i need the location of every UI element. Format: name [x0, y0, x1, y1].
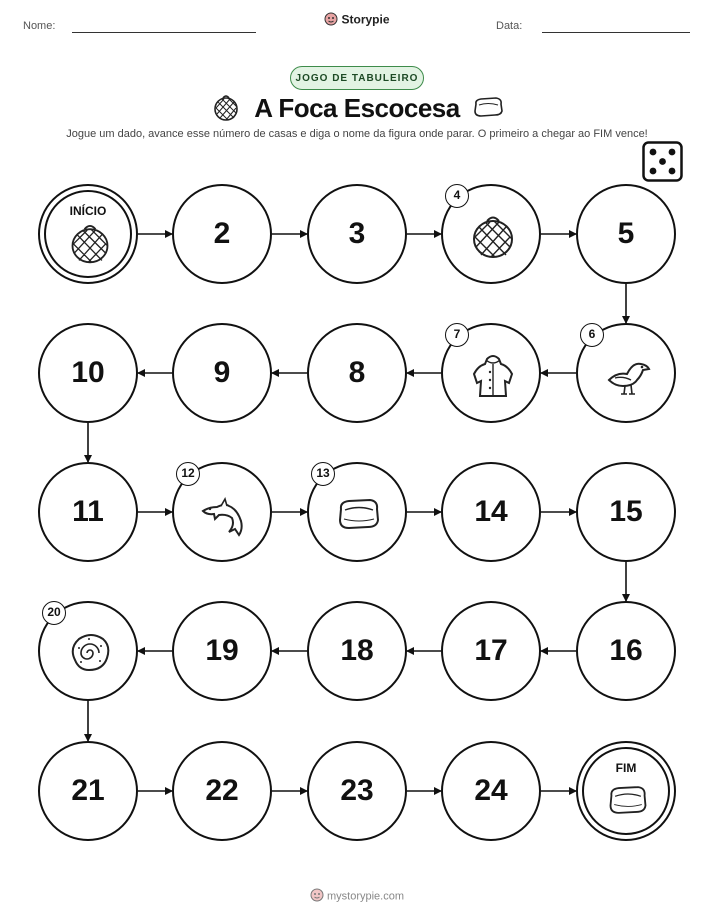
board-space[interactable]	[441, 184, 541, 284]
haggis-icon	[67, 220, 113, 266]
space-number-badge: 13	[311, 462, 335, 486]
space-number: 5	[617, 217, 635, 250]
space-number: 17	[474, 634, 508, 667]
date-line[interactable]	[542, 32, 690, 33]
shell-icon	[65, 628, 115, 678]
space-number: 15	[609, 495, 643, 528]
space-number-badge: 20	[42, 601, 66, 625]
board-space[interactable]	[307, 462, 407, 562]
board-space[interactable]	[172, 323, 272, 423]
board-space[interactable]	[307, 184, 407, 284]
space-number: 18	[340, 634, 374, 667]
space-number-badge: 6	[580, 323, 604, 347]
space-number-badge: 4	[445, 184, 469, 208]
footer-site[interactable]: mystorypie.com	[326, 890, 405, 903]
board-space[interactable]	[172, 462, 272, 562]
seagull-icon	[603, 350, 653, 400]
space-number: 2	[213, 217, 231, 250]
space-number-badge: 7	[445, 323, 469, 347]
space-number: 16	[609, 634, 643, 667]
storypie-logo-icon	[324, 12, 338, 29]
haggis-icon	[468, 211, 518, 261]
space-number-badge: 12	[176, 462, 200, 486]
board-space[interactable]	[576, 601, 676, 701]
board-space[interactable]	[441, 741, 541, 841]
shortbread-icon	[334, 489, 384, 539]
board-space[interactable]	[38, 323, 138, 423]
instructions: Jogue um dado, avance esse número de casas e diga o nome da figura onde parar. O primeiro a chegar ao FIM vence!	[66, 128, 648, 140]
board-space[interactable]	[576, 462, 676, 562]
board-space[interactable]	[576, 323, 676, 423]
storypie-logo-icon	[310, 888, 324, 905]
board-space[interactable]	[307, 601, 407, 701]
board-space[interactable]	[172, 184, 272, 284]
board-space[interactable]	[38, 601, 138, 701]
brand	[0, 12, 714, 29]
space-number: 14	[474, 495, 508, 528]
start-space[interactable]	[38, 184, 138, 284]
name-label: Nome:	[23, 20, 56, 32]
dolphin-icon	[199, 489, 249, 539]
raincoat-icon	[468, 350, 518, 400]
board-space[interactable]	[441, 601, 541, 701]
date-label: Data:	[496, 20, 523, 32]
dice-icon	[642, 141, 683, 182]
space-number: 23	[340, 774, 374, 807]
shortbread-icon	[605, 777, 651, 823]
board-space[interactable]	[38, 741, 138, 841]
page-title: A Foca Escocesa	[254, 93, 460, 123]
name-line[interactable]	[72, 32, 256, 33]
space-number: 19	[205, 634, 239, 667]
finish-label: FIM	[615, 761, 637, 775]
board-space[interactable]	[307, 323, 407, 423]
brand-name: Storypie	[341, 12, 390, 27]
finish-space[interactable]	[576, 741, 676, 841]
space-number: 8	[348, 356, 366, 389]
space-number: 9	[213, 356, 231, 389]
space-number: 24	[474, 774, 508, 807]
space-number: 3	[348, 217, 366, 250]
board-space[interactable]	[172, 741, 272, 841]
board-space[interactable]	[307, 741, 407, 841]
shortbread-icon	[472, 96, 504, 123]
board-space[interactable]	[172, 601, 272, 701]
space-number: 10	[71, 356, 105, 389]
board-space[interactable]	[38, 462, 138, 562]
board-space[interactable]	[576, 184, 676, 284]
game-type-badge: JOGO DE TABULEIRO	[290, 66, 424, 90]
footer	[0, 888, 714, 905]
space-number: 11	[72, 495, 104, 528]
space-number: 21	[71, 774, 105, 807]
space-number: 22	[205, 774, 239, 807]
start-label: INÍCIO	[69, 204, 107, 218]
board-space[interactable]	[441, 323, 541, 423]
board-space[interactable]	[441, 462, 541, 562]
